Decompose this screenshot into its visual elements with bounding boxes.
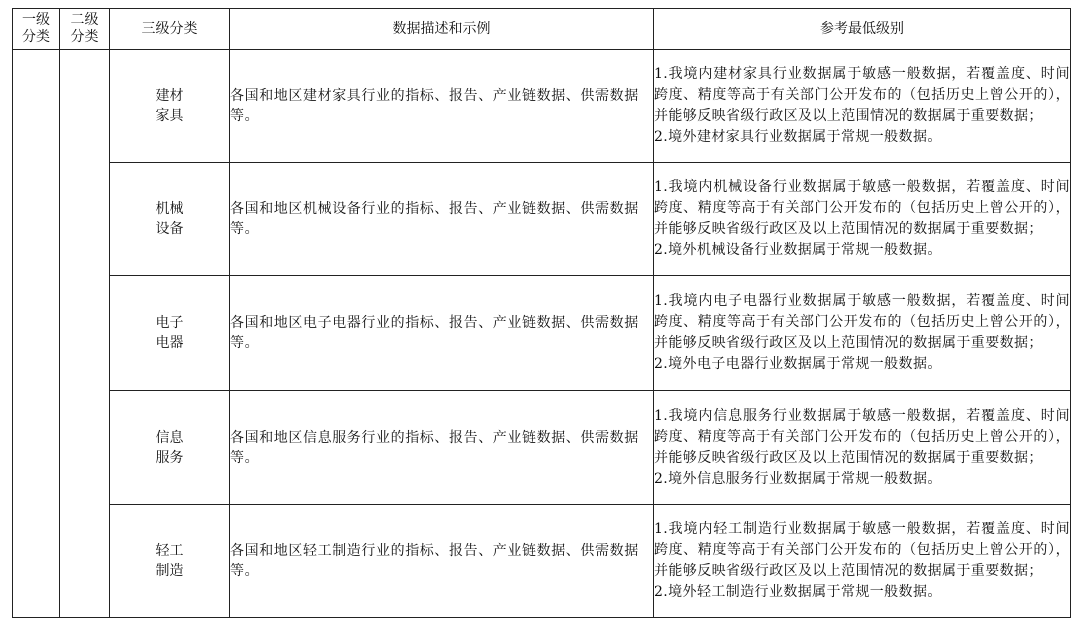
description-cell: 各国和地区信息服务行业的指标、报告、产业链数据、供需数据等。 [230, 391, 654, 505]
header-min-level: 参考最低级别 [654, 9, 1071, 50]
level3-category-cell [110, 505, 230, 618]
description-cell: 各国和地区建材家具行业的指标、报告、产业链数据、供需数据等。 [230, 50, 654, 163]
header-level3-category: 三级分类 [110, 9, 230, 50]
level-clause: 2.境外机械设备行业数据属于常规一般数据。 [654, 242, 942, 258]
level2-category-cell [60, 50, 110, 618]
level-clause: 1.我境内轻工制造行业数据属于敏感一般数据，若覆盖度、时间跨度、精度等高于有关部门公开发布的（包括历史上曾公开的），并能够反映省级行政区及以上范围情况的数据属于重要数据； [654, 521, 1070, 579]
header-level2-line1: 二级 [70, 12, 99, 28]
min-level-cell [654, 391, 1071, 505]
min-level-cell [654, 163, 1071, 276]
data-classification-table-wrapper [12, 8, 1070, 612]
category-line: 设备 [155, 221, 184, 237]
category-line: 服务 [155, 449, 184, 466]
level3-category-cell [110, 163, 230, 276]
header-level2-line2: 分类 [70, 29, 99, 45]
table-row [13, 391, 1071, 505]
table-header-row [13, 9, 1071, 50]
min-level-cell [654, 50, 1071, 163]
category-line: 家具 [155, 108, 184, 124]
level3-category-cell [110, 276, 230, 391]
category-line: 建材 [155, 88, 184, 104]
level3-category-cell [110, 391, 230, 505]
category-line: 电子 [155, 315, 184, 331]
header-level2-category [60, 9, 110, 50]
data-classification-table [12, 8, 1071, 618]
category-line: 轻工 [155, 543, 184, 559]
level-clause: 2.境外建材家具行业数据属于常规一般数据。 [654, 129, 942, 145]
level1-category-cell [13, 50, 60, 618]
level-clause: 1.我境内机械设备行业数据属于敏感一般数据，若覆盖度、时间跨度、精度等高于有关部门公开发布的（包括历史上曾公开的），并能够反映省级行政区及以上范围情况的数据属于重要数据； [654, 179, 1070, 237]
description-cell: 各国和地区机械设备行业的指标、报告、产业链数据、供需数据等。 [230, 163, 654, 276]
header-level1-line1: 一级 [22, 12, 50, 28]
table-row [13, 163, 1071, 276]
level-clause: 1.我境内信息服务行业数据属于敏感一般数据，若覆盖度、时间跨度、精度等高于有关部门公开发布的（包括历史上曾公开的），并能够反映省级行政区及以上范围情况的数据属于重要数据； [654, 407, 1070, 466]
category-line: 制造 [155, 563, 184, 579]
table-row [13, 50, 1071, 163]
min-level-cell [654, 276, 1071, 391]
level-clause: 2.境外信息服务行业数据属于常规一般数据。 [654, 470, 942, 487]
description-cell: 各国和地区电子电器行业的指标、报告、产业链数据、供需数据等。 [230, 276, 654, 391]
min-level-cell [654, 505, 1071, 618]
category-line: 机械 [155, 201, 184, 217]
header-description: 数据描述和示例 [230, 9, 654, 50]
level3-category-cell [110, 50, 230, 163]
header-level1-category [13, 9, 60, 50]
category-line: 信息 [155, 429, 184, 446]
description-cell: 各国和地区轻工制造行业的指标、报告、产业链数据、供需数据等。 [230, 505, 654, 618]
table-row [13, 276, 1071, 391]
level-clause: 2.境外轻工制造行业数据属于常规一般数据。 [654, 584, 942, 600]
level-clause: 1.我境内电子电器行业数据属于敏感一般数据，若覆盖度、时间跨度、精度等高于有关部门公开发布的（包括历史上曾公开的），并能够反映省级行政区及以上范围情况的数据属于重要数据； [654, 293, 1070, 351]
header-level1-line2: 分类 [22, 29, 50, 45]
table-row [13, 505, 1071, 618]
category-line: 电器 [155, 335, 184, 351]
level-clause: 1.我境内建材家具行业数据属于敏感一般数据，若覆盖度、时间跨度、精度等高于有关部门公开发布的（包括历史上曾公开的），并能够反映省级行政区及以上范围情况的数据属于重要数据； [654, 66, 1070, 124]
level-clause: 2.境外电子电器行业数据属于常规一般数据。 [654, 356, 942, 372]
